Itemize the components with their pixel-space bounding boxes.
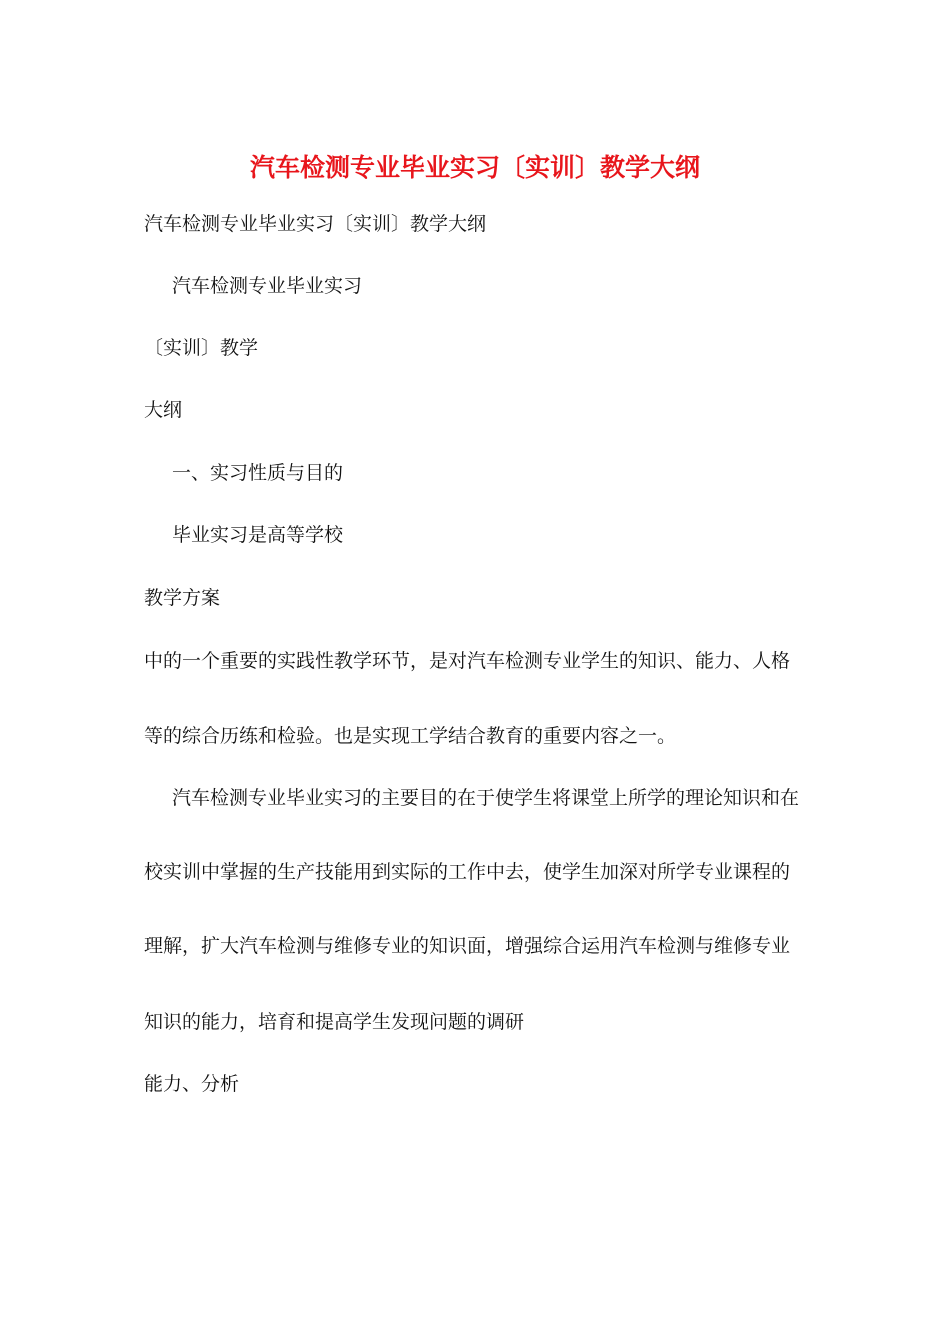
paragraph-line: 中的一个重要的实践性教学环节，是对汽车检测专业学生的知识、能力、人格 xyxy=(144,650,791,672)
paragraph-line: 教学方案 xyxy=(144,587,221,609)
paragraph-line: 等的综合历练和检验。也是实现工学结合教育的重要内容之一。 xyxy=(144,725,677,747)
document-title: 汽车检测专业毕业实习〔实训〕教学大纲 xyxy=(249,153,700,182)
paragraph-line: 校实训中掌握的生产技能用到实际的工作中去，使学生加深对所学专业课程的 xyxy=(144,861,791,883)
paragraph-line: 理解，扩大汽车检测与维修专业的知识面，增强综合运用汽车检测与维修专业 xyxy=(144,935,791,957)
paragraph-line: 知识的能力，培育和提高学生发现问题的调研 xyxy=(144,1011,525,1033)
paragraph-line: 汽车检测专业毕业实习〔实训〕教学大纲 xyxy=(144,213,487,235)
paragraph-line: 〔实训〕教学 xyxy=(144,337,259,359)
paragraph-line: 能力、分析 xyxy=(144,1073,240,1095)
section-heading: 一、实习性质与目的 xyxy=(172,462,344,484)
paragraph-line: 汽车检测专业毕业实习的主要目的在于使学生将课堂上所学的理论知识和在 xyxy=(172,787,800,809)
paragraph-line: 毕业实习是高等学校 xyxy=(172,524,344,546)
paragraph-line: 大纲 xyxy=(144,399,183,421)
paragraph-line: 汽车检测专业毕业实习 xyxy=(172,275,363,297)
